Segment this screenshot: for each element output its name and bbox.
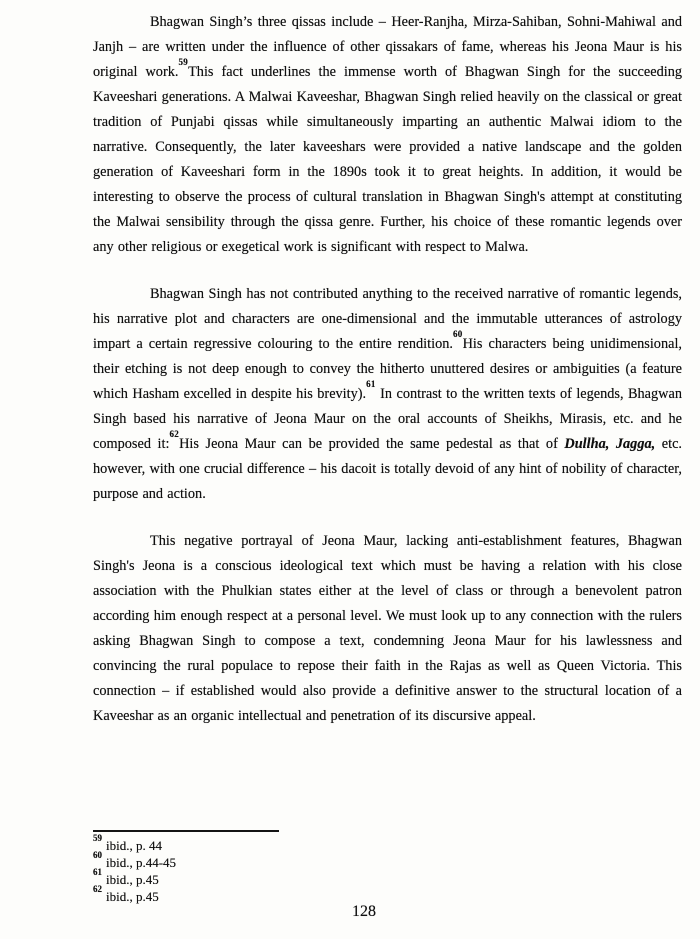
- footnote-text: ibid., p.45: [106, 889, 159, 904]
- footnote-text: ibid., p.45: [106, 872, 159, 887]
- footnote-marker: 59: [93, 832, 102, 843]
- body-text-run: Bhagwan Singh has not contributed anything to the received narrative of romantic legends, his narrative plot and characters are one-dimensional and the immutable utterances of astrology impart a certain regressive colouring to the entire rendition.: [93, 286, 682, 352]
- footnote-item: [93, 849, 279, 871]
- footnote-item: [93, 866, 279, 888]
- footnote-item: [93, 832, 279, 854]
- paragraph: [93, 282, 682, 507]
- body-text-run: This negative portrayal of Jeona Maur, lacking anti-establishment features, Bhagwan Singh's Jeona is a conscious ideological text which must be having a relation with his close association with the Phulkian states either at the level of class or through a benevolent patron according him enough respect at a personal level. We must look up to any connection with the rulers asking Bhagwan Singh to compose a text, condemning Jeona Maur for his lawlessness and convincing the rural populace to repose their faith in the Rajas as well as Queen Victoria. This connection – if established would also provide a definitive answer to the structural location of a Kaveeshar as an organic intellectual and penetration of its discursive appeal.: [93, 533, 682, 724]
- footnote-marker: 60: [93, 849, 102, 860]
- footnote-marker: 61: [93, 866, 102, 877]
- footnote-separator-rule: [93, 830, 279, 832]
- footnote-ref: 59: [178, 57, 189, 68]
- footnote-ref: 62: [169, 429, 180, 440]
- body-text-run: Bhagwan Singh’s three qissas include – Heer-Ranjha, Mirza-Sahiban, Sohni-Mahiwal and Janjh – are written under the influence of other qissakars of fame, whereas his Jeona Maur is his original work.: [93, 14, 682, 80]
- body-text-run: This fact underlines the immense worth of Bhagwan Singh for the succeeding Kaveeshari generations. A Malwai Kaveeshar, Bhagwan Singh relied heavily on the classical or great tradition of Punjabi qissas while simultaneously imparting an authentic Malwai idiom to the narrative. Consequently, the later kaveeshars were provided a native landscape and the golden generation of Kaveeshari form in the 1890s took it to great heights. In addition, it would be interesting to observe the process of cultural translation in Bhagwan Singh's attempt at constituting the Malwai sensibility through the qissa genre. Further, his choice of these romantic legends over any other religious or exegetical work is significant with respect to Malwa.: [93, 64, 682, 255]
- body-text-run: etc. however, with one crucial difference – his dacoit is totally devoid of any hint of nobility of character, purpose and action.: [93, 436, 682, 502]
- document-body: [93, 10, 682, 729]
- paragraph: [93, 529, 682, 729]
- page-number: 128: [352, 903, 376, 920]
- footnote-text: ibid., p.44-45: [106, 855, 177, 870]
- paragraph: [93, 10, 682, 260]
- body-text-run: In contrast to the written texts of legends, Bhagwan Singh based his narrative of Jeona Maur on the oral accounts of Sheikhs, Mirasis, etc. and he composed it:: [93, 386, 682, 452]
- footnote-marker: 62: [93, 883, 102, 894]
- footnote-text: ibid., p. 44: [106, 838, 162, 853]
- body-text-run: His Jeona Maur can be provided the same pedestal as that of: [179, 436, 565, 452]
- footnote-section: [93, 830, 279, 905]
- footnote-ref: 60: [452, 329, 463, 340]
- body-text-run: His characters being unidimensional, their etching is not deep enough to convey the hitherto unuttered desires or ambiguities (a feature which Hasham excelled in despite his brevity).: [93, 336, 682, 402]
- footnote-ref: 61: [366, 379, 376, 390]
- emphasized-title: Dullha, Jagga,: [564, 436, 656, 452]
